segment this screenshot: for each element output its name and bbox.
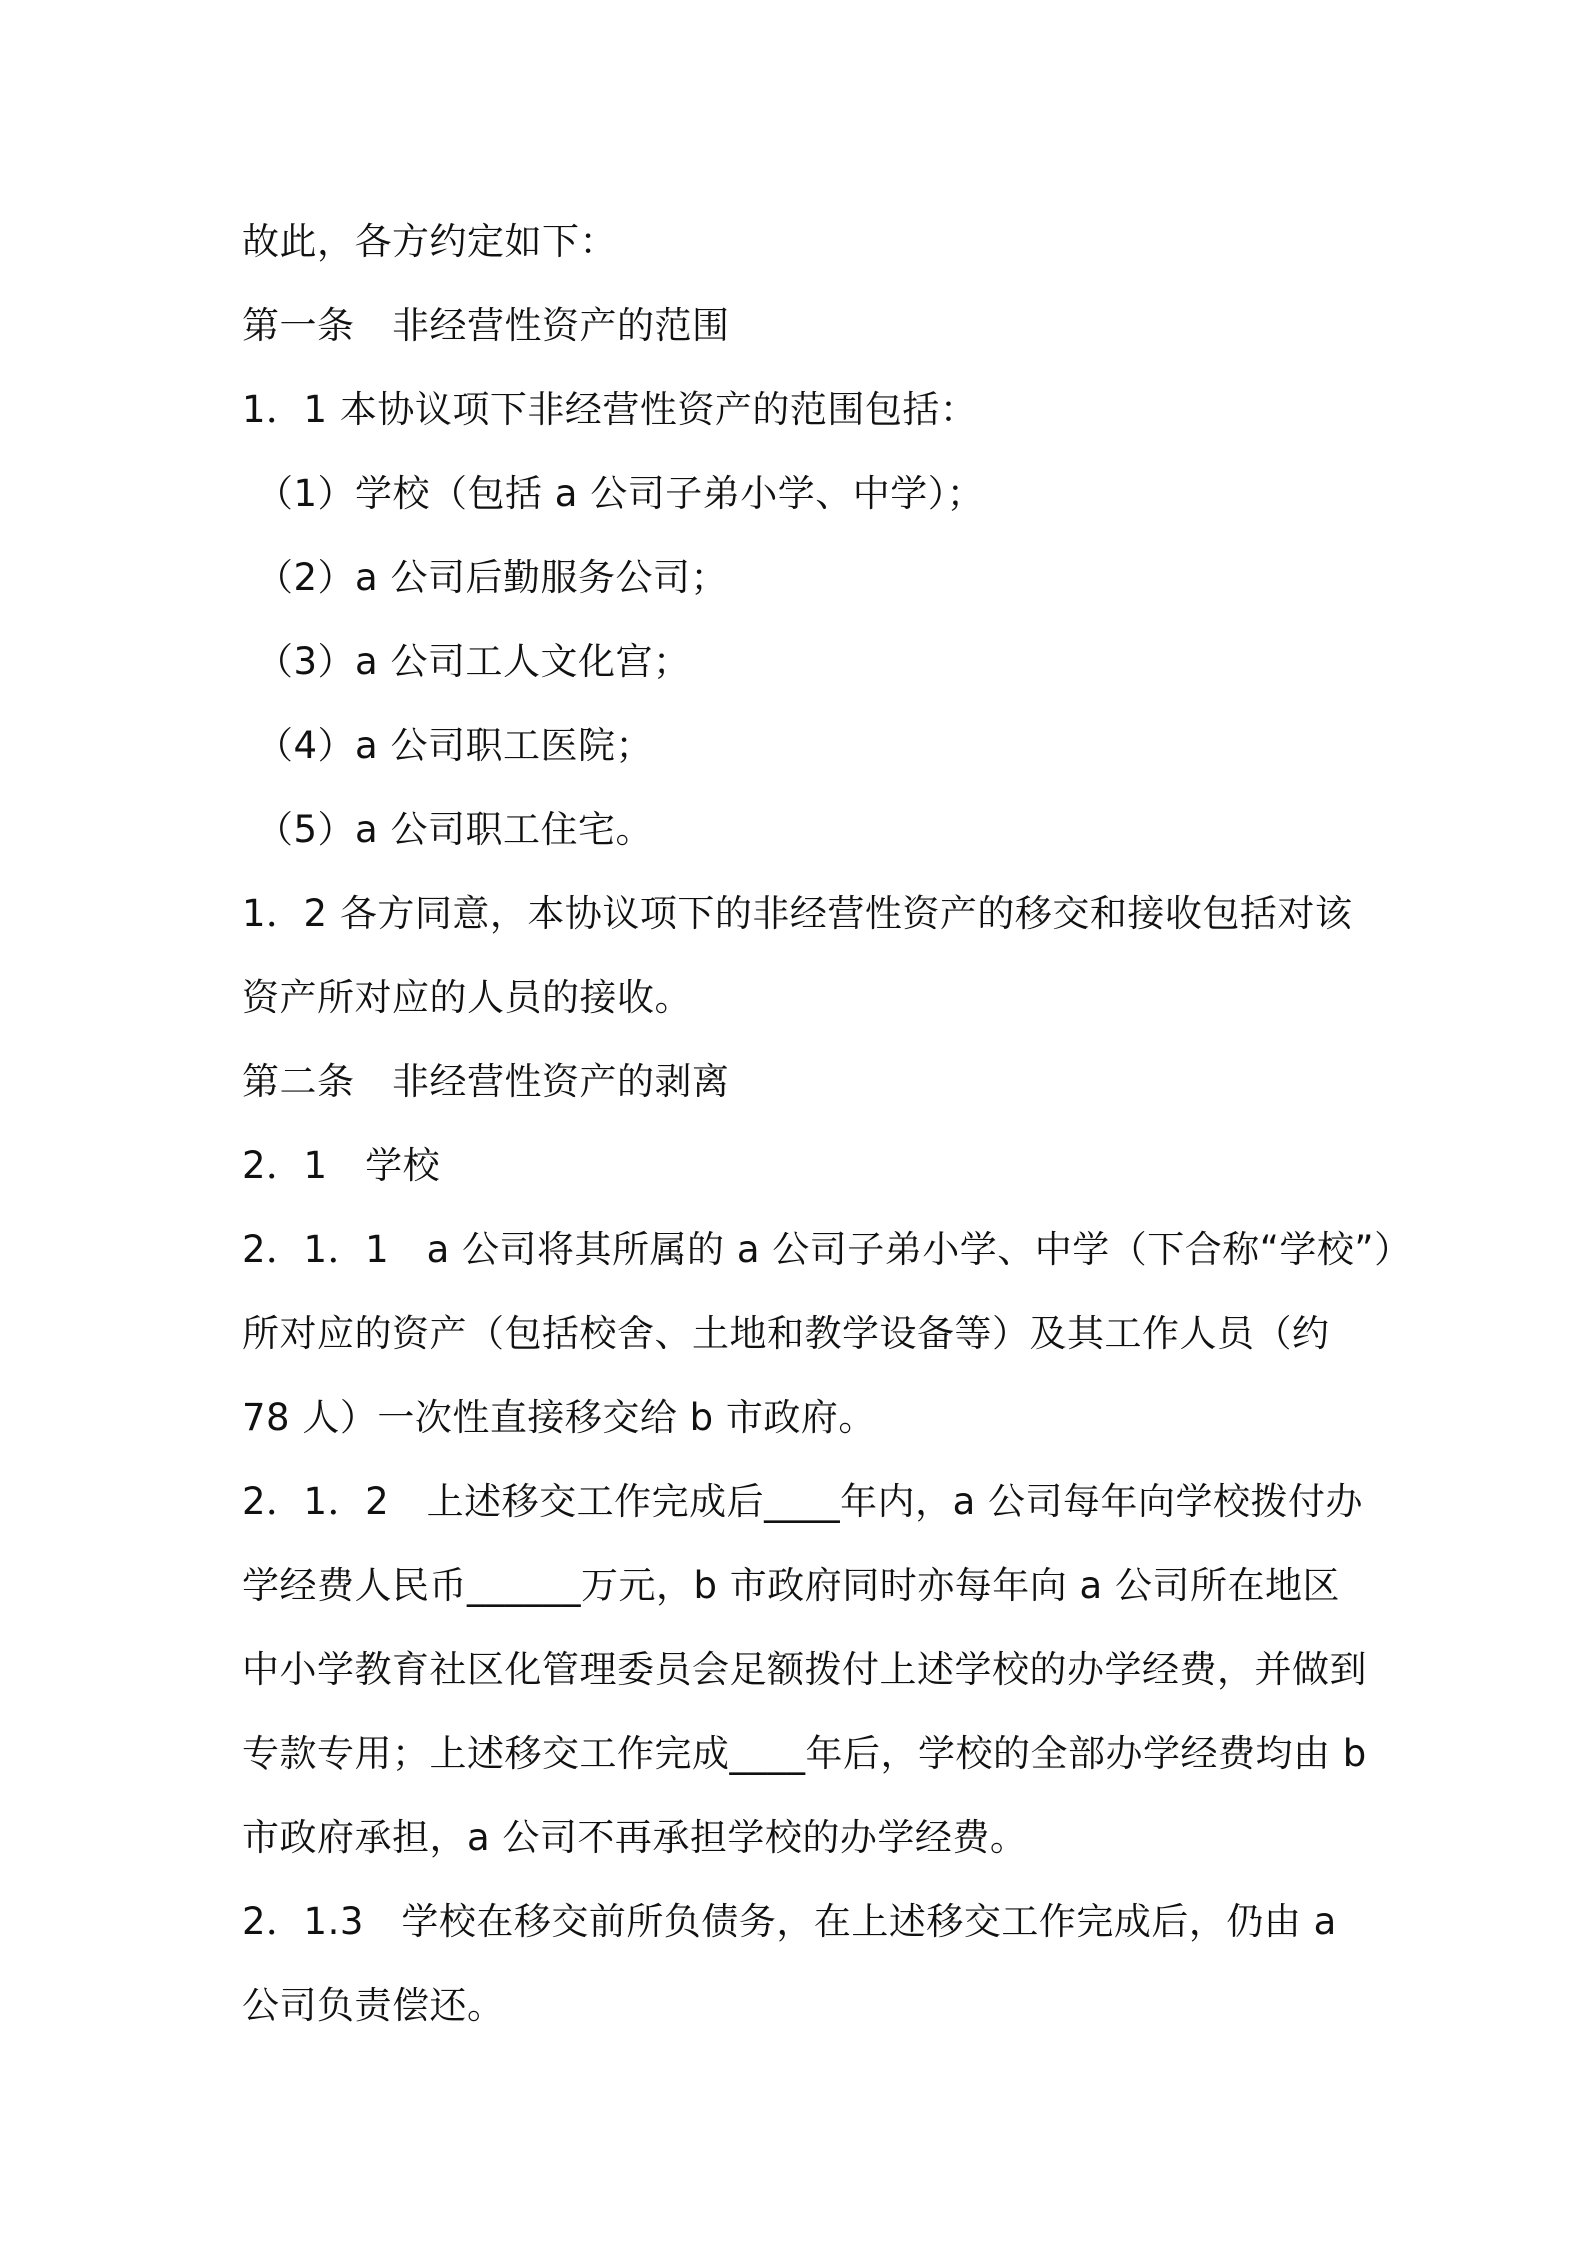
clause-1-2-line-1: 1．2 各方同意，本协议项下的非经营性资产的移交和接收包括对该 bbox=[242, 892, 1353, 935]
list-item-1: （1）学校（包括 a 公司子弟小学、中学）； bbox=[256, 472, 985, 515]
clause-2-1-2-line-1: 2．1．2 上述移交工作完成后____年内，a 公司每年向学校拨付办 bbox=[242, 1480, 1364, 1523]
clause-2-1-1-line-3: 78 人）一次性直接移交给 b 市政府。 bbox=[242, 1396, 876, 1439]
clause-2-1-heading: 2．1 学校 bbox=[242, 1144, 441, 1187]
clause-2-1-1-line-1: 2．1．1 a 公司将其所属的 a 公司子弟小学、中学（下合称“学校”） bbox=[242, 1228, 1412, 1271]
clause-2-1-3-line-1: 2．1.3 学校在移交前所负债务，在上述移交工作完成后，仍由 a bbox=[242, 1900, 1337, 1943]
clause-1-2-line-2: 资产所对应的人员的接收。 bbox=[242, 976, 692, 1019]
list-item-5: （5）a 公司职工住宅。 bbox=[256, 808, 653, 851]
clause-2-1-2-line-5: 市政府承担，a 公司不再承担学校的办学经费。 bbox=[242, 1816, 1028, 1859]
list-item-2: （2）a 公司后勤服务公司； bbox=[256, 556, 728, 599]
list-item-4: （4）a 公司职工医院； bbox=[256, 724, 653, 767]
article-2-heading: 第二条 非经营性资产的剥离 bbox=[242, 1060, 730, 1103]
clause-2-1-1-line-2: 所对应的资产（包括校舍、土地和教学设备等）及其工作人员（约 bbox=[242, 1312, 1330, 1355]
list-item-3: （3）a 公司工人文化宫； bbox=[256, 640, 691, 683]
clause-2-1-2-line-3: 中小学教育社区化管理委员会足额拨付上述学校的办学经费，并做到 bbox=[242, 1648, 1367, 1691]
intro-line: 故此，各方约定如下： bbox=[242, 220, 617, 263]
article-1-heading: 第一条 非经营性资产的范围 bbox=[242, 304, 730, 347]
clause-2-1-2-line-4: 专款专用；上述移交工作完成____年后，学校的全部办学经费均由 b bbox=[242, 1732, 1367, 1775]
document-page bbox=[242, 200, 1412, 2048]
clause-2-1-2-line-2: 学经费人民币______万元，b 市政府同时亦每年向 a 公司所在地区 bbox=[242, 1564, 1340, 1607]
clause-1-1: 1．1 本协议项下非经营性资产的范围包括： bbox=[242, 388, 978, 431]
clause-2-1-3-line-2: 公司负责偿还。 bbox=[242, 1984, 505, 2027]
